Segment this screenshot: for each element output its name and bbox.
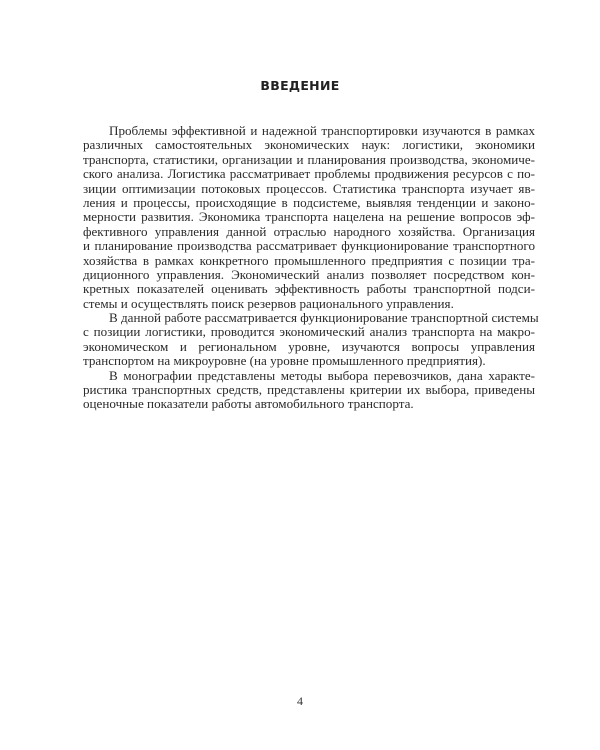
text-line: ского анализа. Логистика рассматривает проблемы продвижения ресурсов с по-: [83, 166, 535, 182]
page-title: ВВЕДЕНИЕ: [260, 78, 340, 93]
text-line: ристика транспортных средств, представлены критерии их выбора, приведены: [83, 382, 535, 398]
text-line: мерности развития. Экономика транспорта нацелена на решение вопросов эф-: [83, 209, 535, 225]
text-line: В данной работе рассматривается функционирование транспортной системы: [109, 310, 539, 326]
text-line: зиции оптимизации потоковых процессов. Статистика транспорта изучает яв-: [83, 180, 535, 196]
text-line: В монографии представлены методы выбора перевозчиков, дана характе-: [109, 367, 535, 383]
text-line: кретных показателей оценивать эффективность работы транспортной подси-: [83, 281, 535, 297]
text-line: оценочные показатели работы автомобильного транспорта.: [83, 396, 414, 412]
body-text: [83, 123, 539, 412]
page-number: 4: [297, 694, 303, 708]
paragraph-2: [83, 310, 539, 369]
text-line: диционного управления. Экономический анализ позволяет посредством кон-: [83, 266, 535, 282]
text-line: экономическом и региональном уровне, изучаются вопросы управления: [83, 338, 535, 354]
text-line: Проблемы эффективной и надежной транспортировки изучаются в рамках: [109, 123, 535, 138]
paragraph-3: [83, 369, 535, 412]
text-line: различных самостоятельных экономических наук: логистики, экономики: [83, 137, 535, 153]
text-line: ления и процессы, происходящие в подсистеме, выявляя тенденции и законо-: [83, 194, 535, 210]
text-line: фективного управления данной отраслью народного хозяйства. Организация: [83, 223, 535, 239]
text-line: транспортом на микроуровне (на уровне промышленного предприятия).: [83, 353, 486, 369]
text-line: с позиции логистики, проводится экономический анализ транспорта на макро-: [83, 324, 535, 340]
text-line: транспорта, статистики, организации и планирования производства, экономиче-: [83, 151, 535, 167]
text-line: стемы и осуществлять поиск резервов рационального управления.: [83, 295, 454, 311]
text-line: хозяйства в рамках конкретного промышленного предприятия с позиции тра-: [83, 252, 535, 268]
text-line: и планирование производства рассматривает функционирование транспортного: [83, 238, 535, 254]
paragraph-1: [83, 124, 535, 311]
